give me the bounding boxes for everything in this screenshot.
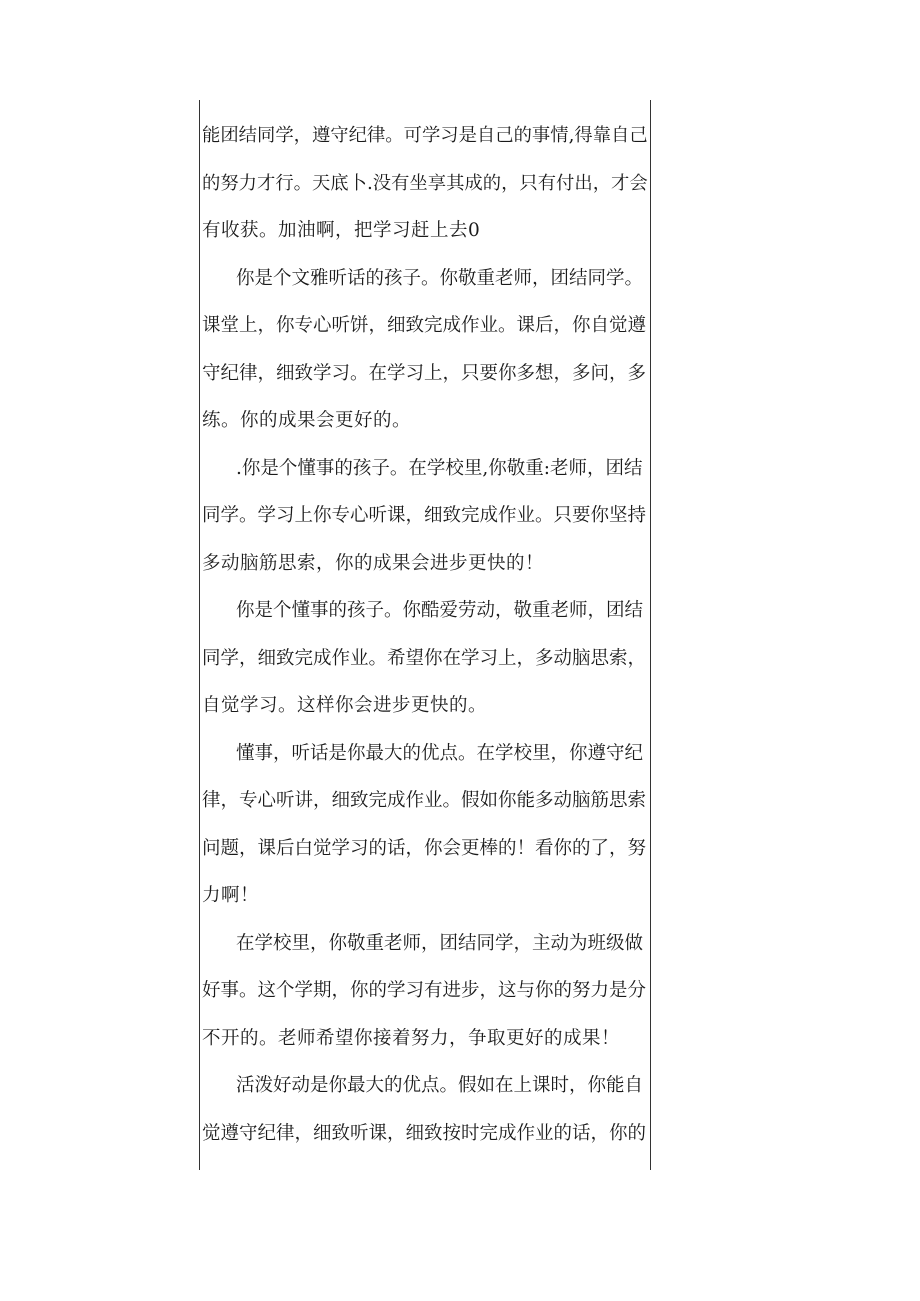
text-line: 同学。学习上你专心听课，细致完成作业。只要你坚持 <box>202 505 647 526</box>
text-line: 问题，课后白觉学习的话，你会更棒的！看你的了，努 <box>202 837 647 859</box>
paragraph-3 <box>202 445 648 588</box>
table-border-left <box>199 100 200 1170</box>
text-line: 律，专心听讲，细致完成作业。假如你能多动脑筋思索 <box>202 790 647 811</box>
paragraph-2 <box>202 255 648 445</box>
text-line: 的努力才行。天底卜.没有坐享其成的，只有付出，才会 <box>202 172 648 194</box>
paragraph-5 <box>202 730 648 920</box>
text-line: 懂事，听话是你最大的优点。在学校里，你遵守纪 <box>236 742 644 764</box>
text-line: 不开的。老师希望你接着努力，争取更好的成果！ <box>202 1027 621 1049</box>
comment-text-column <box>202 112 648 1157</box>
paragraph-6 <box>202 920 648 1063</box>
text-line: 同学，细致完成作业。希望你在学习上，多动脑思索， <box>202 647 647 669</box>
text-line: 你是个懂事的孩子。你酷爱劳动，敬重老师，团结 <box>236 600 644 621</box>
text-line: 活泼好动是你最大的优点。假如在上课时，你能自 <box>236 1075 644 1096</box>
text-line: 练。你的成果会更好的。 <box>202 410 412 431</box>
text-line: 在学校里，你敬重老师，团结同学，主动为班级做 <box>236 932 644 954</box>
text-line: 能团结同学，遵守纪律。可学习是自己的事情,得靠自己 <box>202 125 648 146</box>
text-line: 课堂上，你专心听饼，细致完成作业。课后，你自觉遵 <box>202 315 647 336</box>
text-line: 自觉学习。这样你会进步更快的。 <box>202 695 488 716</box>
text-line: 你是个文雅听话的孩子。你敬重老师，团结同学。 <box>236 267 644 289</box>
paragraph-1 <box>202 112 648 255</box>
text-line: 好事。这个学期，你的学习有进步，这与你的努力是分 <box>202 980 647 1001</box>
text-line: 觉遵守纪律，细致听课，细致按时完成作业的话，你的 <box>202 1122 647 1144</box>
text-line: .你是个懂事的孩子。在学校里,你敬重:老师，团结 <box>236 457 643 479</box>
text-line: 多动脑筋思索，你的成果会进步更快的！ <box>202 552 545 574</box>
paragraph-4 <box>202 587 648 730</box>
table-border-right <box>650 100 651 1170</box>
text-line: 力啊！ <box>202 885 260 906</box>
text-line: 守纪律，细致学习。在学习上，只要你多想，多问，多 <box>202 362 647 384</box>
paragraph-7 <box>202 1062 648 1157</box>
text-line: 有收获。加油啊，把学习赶上去0 <box>202 220 481 241</box>
